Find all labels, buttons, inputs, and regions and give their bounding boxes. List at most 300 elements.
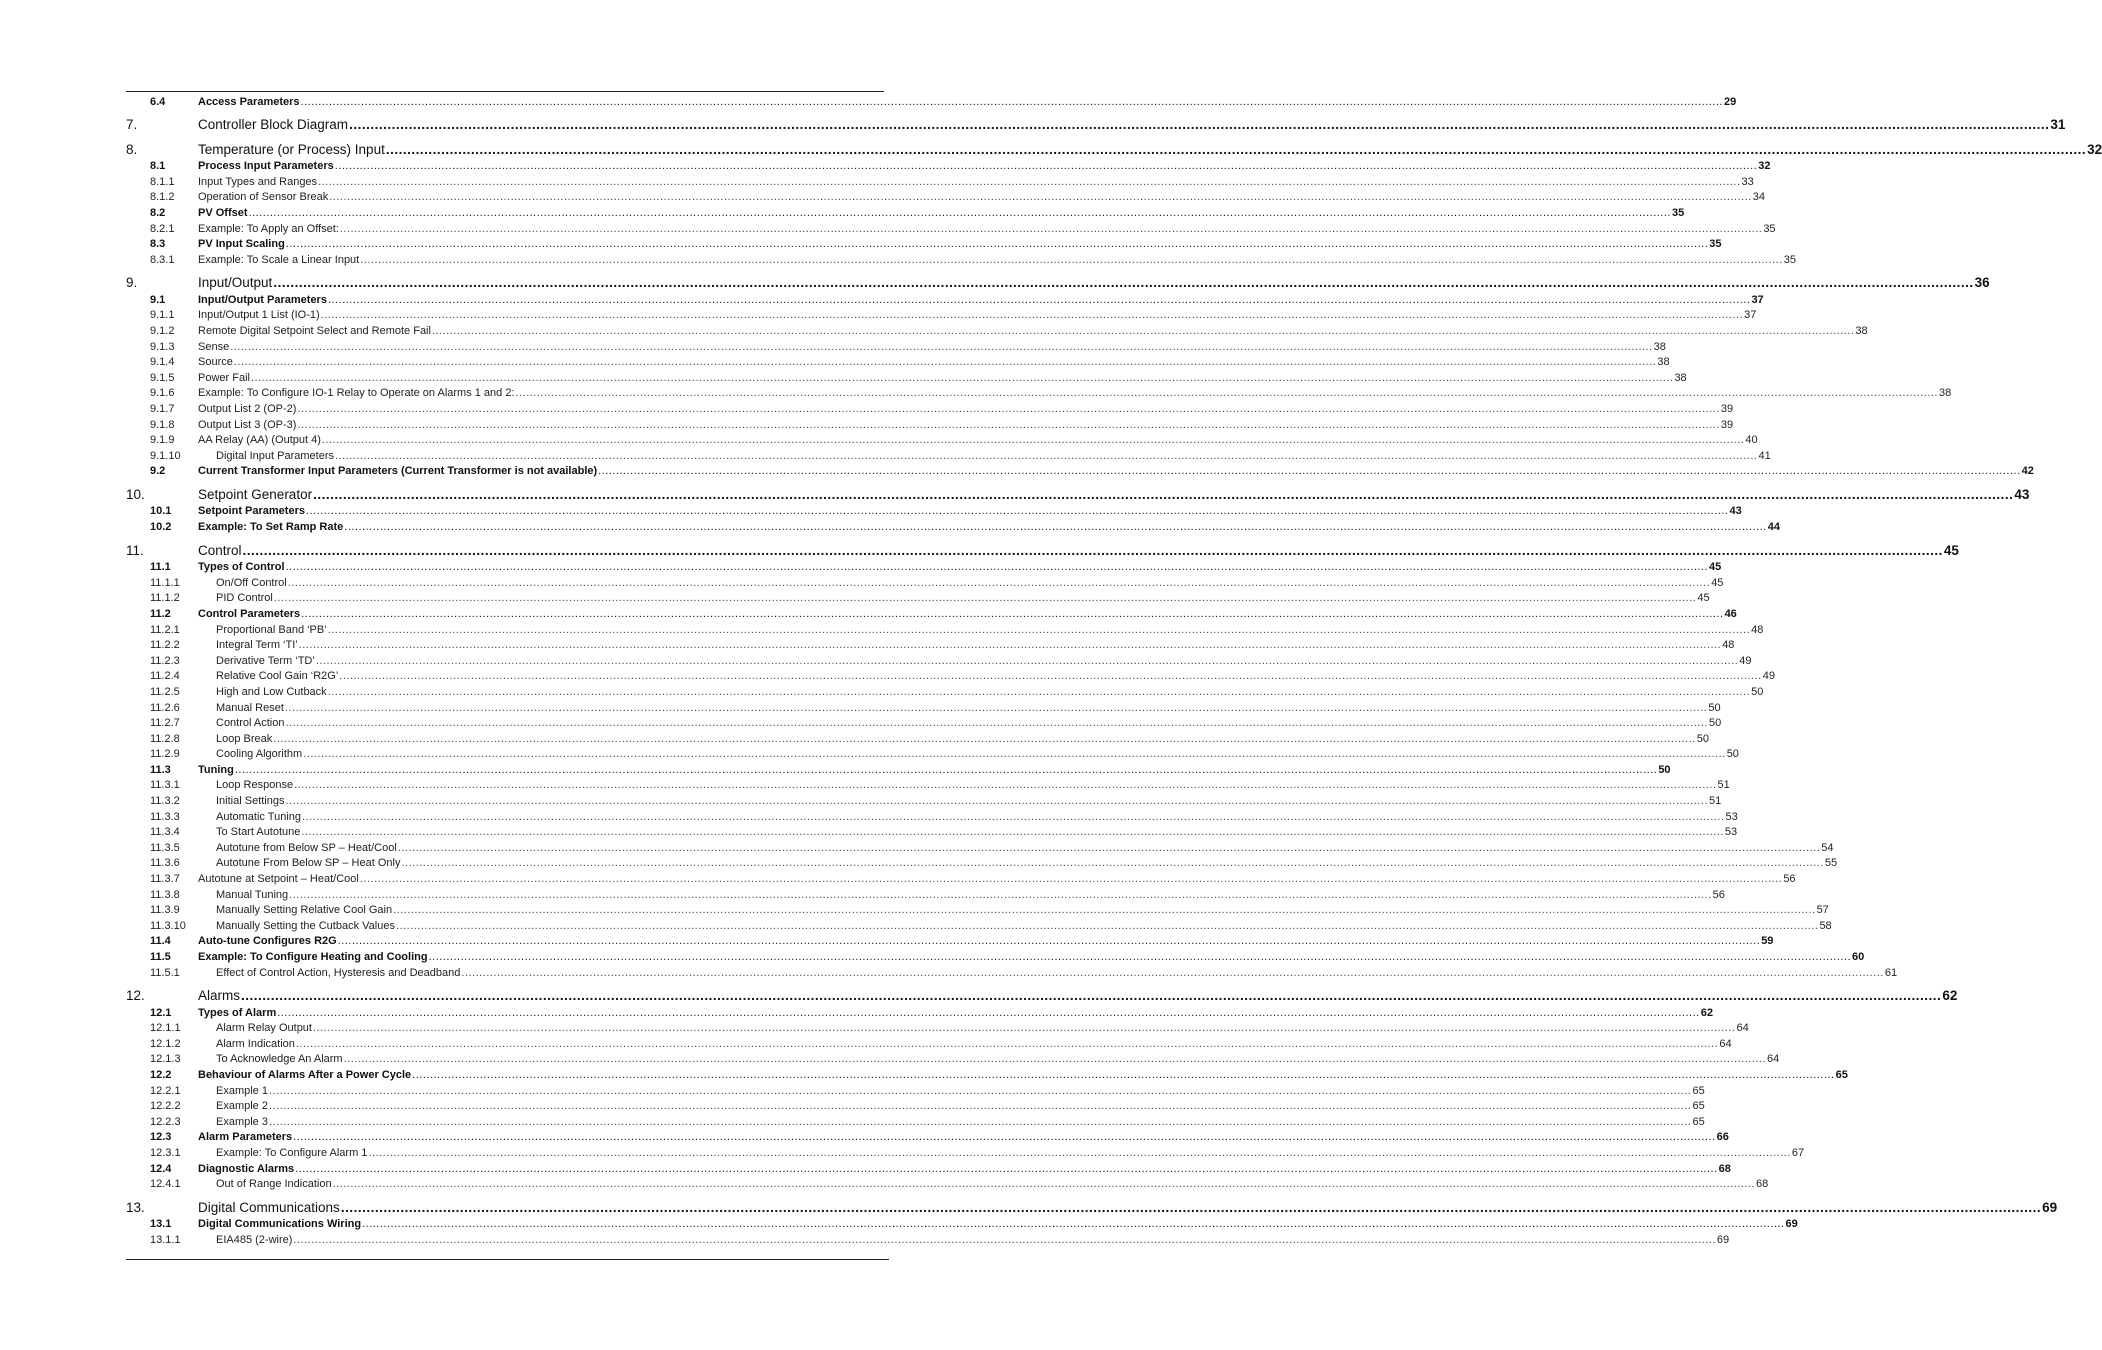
toc-entry-title[interactable]: Example 2: [216, 1100, 268, 1113]
toc-entry-page[interactable]: 45: [1711, 576, 1724, 589]
toc-entry-title[interactable]: Input/Output 1 List (IO-1): [198, 309, 320, 322]
toc-entry-line: [198, 356, 1670, 369]
toc-entry-number: 11.2.2: [150, 639, 180, 652]
toc-entry-number: 12.3: [150, 1131, 172, 1144]
toc-entry-line: [198, 418, 1734, 431]
toc-entry-page[interactable]: 43: [2014, 486, 2030, 502]
toc-entry-page[interactable]: 38: [1653, 340, 1666, 353]
toc-entry-title[interactable]: Example 3: [216, 1115, 268, 1128]
toc-entry-title[interactable]: Alarm Indication: [216, 1037, 295, 1050]
toc-entry-number: 8.3: [150, 238, 166, 251]
toc-entry-title[interactable]: Automatic Tuning: [216, 810, 301, 823]
toc-entry-line: [198, 935, 1774, 948]
toc-entry-line: [198, 542, 1959, 558]
toc-entry[interactable]: [126, 714, 1722, 730]
toc-entry-title[interactable]: Tuning: [198, 763, 234, 776]
toc-entry-number: 9.1.7: [150, 403, 175, 415]
toc-entry-page[interactable]: 59: [1761, 935, 1774, 948]
toc-entry-title[interactable]: Loop Break: [216, 732, 273, 745]
toc-entry-page[interactable]: 54: [1821, 841, 1834, 854]
toc-entry[interactable]: [126, 807, 1738, 823]
toc-entry-page[interactable]: 62: [1700, 1006, 1713, 1019]
toc-entry-line: [216, 654, 1752, 667]
toc-entry-title[interactable]: PV Input Scaling: [198, 238, 285, 251]
toc-entry[interactable]: [126, 698, 1721, 714]
toc-entry[interactable]: [126, 1034, 1732, 1050]
toc-entry[interactable]: [126, 776, 1730, 792]
toc-entry-number: 12.2: [150, 1069, 172, 1082]
toc-entry-title[interactable]: Alarm Relay Output: [216, 1022, 312, 1035]
toc-entry-number: 9.: [126, 275, 138, 291]
toc-entry-line: [198, 465, 2034, 478]
toc-entry-page[interactable]: 50: [1726, 748, 1739, 761]
toc-entry-title[interactable]: Example: To Scale a Linear Input: [198, 253, 360, 266]
toc-entry-page[interactable]: 67: [1791, 1147, 1805, 1160]
toc-entry[interactable]: [126, 337, 1666, 353]
toc-entry-line: [216, 857, 1838, 870]
toc-entry-title[interactable]: Diagnostic Alarms: [198, 1162, 295, 1175]
toc-entry-page[interactable]: 35: [1763, 222, 1776, 235]
toc-entry-title[interactable]: Loop Response: [216, 779, 294, 792]
toc-entry-title[interactable]: Input Types and Ranges: [198, 175, 318, 188]
toc-entry-title[interactable]: Proportional Band ‘PB’: [216, 623, 327, 636]
toc-entry-page[interactable]: 51: [1708, 795, 1722, 808]
toc-entry-page[interactable]: 66: [1716, 1131, 1729, 1144]
toc-entry-title[interactable]: Control Parameters: [198, 607, 301, 620]
dot-leader: ................................................................................................................................................................................................................................................................................................................................................................................................................: [268, 1100, 1692, 1113]
toc-entry-title[interactable]: Manually Setting Relative Cool Gain: [216, 904, 393, 917]
toc-entry-title[interactable]: Alarm Parameters: [198, 1131, 293, 1144]
toc-entry-page[interactable]: 31: [2050, 117, 2066, 133]
bottom-rule: [126, 1259, 889, 1260]
toc-entry-page[interactable]: 56: [1783, 873, 1796, 886]
toc-entry[interactable]: [126, 517, 1780, 534]
toc-entry-title[interactable]: Temperature (or Process) Input: [198, 141, 385, 157]
toc-entry-line: [198, 141, 2102, 157]
toc-entry[interactable]: [126, 446, 1771, 462]
toc-entry[interactable]: [126, 729, 1709, 745]
toc-entry[interactable]: [126, 415, 1734, 431]
toc-entry-title[interactable]: Control Action: [216, 717, 285, 730]
toc-entry[interactable]: [126, 963, 1898, 979]
toc-entry-page[interactable]: 65: [1692, 1115, 1705, 1128]
toc-entry[interactable]: [126, 157, 1771, 173]
toc-entry-title[interactable]: Operation of Sensor Break: [198, 191, 329, 204]
dot-leader: ................................................................................................................................................................................................................................................................................................................................................................................................................: [339, 222, 1763, 235]
toc-entry-title[interactable]: On/Off Control: [216, 576, 287, 589]
toc-entry-number: 11.2.6: [150, 701, 180, 714]
toc-entry[interactable]: [126, 368, 1687, 384]
toc-entry[interactable]: [126, 1159, 1731, 1175]
toc-entry-number: 11.3: [150, 763, 171, 776]
toc-entry-title[interactable]: Integral Term ‘TI’: [216, 639, 298, 652]
toc-entry-line: [216, 841, 1834, 854]
toc-entry-title[interactable]: Example 1: [216, 1084, 268, 1097]
toc-entry[interactable]: [126, 108, 2066, 133]
toc-entry-title[interactable]: Initial Settings: [216, 795, 285, 808]
dot-leader: ................................................................................................................................................................................................................................................................................................................................................................................................................: [515, 387, 1938, 400]
dot-leader: ................................................................................................................................................................................................................................................................................................................................................................................................................: [268, 1115, 1692, 1128]
toc-entry-title[interactable]: To Acknowledge An Alarm: [216, 1053, 343, 1066]
toc-entry-line: [198, 325, 1868, 338]
toc-entry[interactable]: [126, 92, 1737, 108]
toc-entry-title[interactable]: Digital Input Parameters: [216, 449, 334, 462]
toc-entry[interactable]: [126, 791, 1722, 808]
toc-entry-line: [216, 779, 1730, 792]
toc-entry-page[interactable]: 50: [1696, 732, 1709, 745]
dot-leader: ................................................................................................................................................................................................................................................................................................................................................................................................................: [368, 1147, 1791, 1160]
toc-entry-line: [198, 1006, 1713, 1019]
toc-entry-line: [198, 340, 1666, 353]
toc-entry-title[interactable]: Types of Control: [198, 561, 285, 574]
toc-entry-title[interactable]: PV Offset: [198, 206, 248, 219]
toc-entry[interactable]: [126, 1081, 1705, 1097]
toc-entry-page[interactable]: 35: [1783, 253, 1796, 266]
toc-entry[interactable]: [126, 1019, 1749, 1035]
dot-leader: ................................................................................................................................................................................................................................................................................................................................................................................................................: [428, 951, 1852, 963]
toc-entry-page[interactable]: 33: [1741, 175, 1754, 188]
dot-leader: ................................................................................................................................................................................................................................................................................................................................................................................................................: [318, 175, 1741, 188]
toc-entry-page[interactable]: 50: [1708, 701, 1721, 714]
toc-entry-line: [216, 639, 1735, 652]
dot-leader: ................................................................................................................................................................................................................................................................................................................................................................................................................: [298, 639, 1722, 652]
toc-entry-title[interactable]: Alarms: [198, 988, 241, 1004]
toc-entry-title[interactable]: Derivative Term ‘TD’: [216, 654, 315, 667]
toc-entry-line: [198, 387, 1952, 400]
toc-entry[interactable]: [126, 1190, 2058, 1215]
toc-entry-title[interactable]: Process Input Parameters: [198, 160, 334, 173]
toc-entry-title[interactable]: Remote Digital Setpoint Select and Remote Fail: [198, 325, 431, 338]
toc-entry-title[interactable]: Digital Communications Wiring: [198, 1218, 362, 1231]
toc-entry-line: [216, 449, 1771, 462]
toc-entry-line: [216, 919, 1832, 932]
dot-leader: ................................................................................................................................................................................................................................................................................................................................................................................................................: [287, 576, 1711, 589]
toc-entry[interactable]: [126, 431, 1758, 447]
dot-leader: ................................................................................................................................................................................................................................................................................................................................................................................................................: [335, 449, 1758, 462]
toc-entry-title[interactable]: Output List 3 (OP-3): [198, 418, 297, 431]
dot-leader: ................................................................................................................................................................................................................................................................................................................................................................................................................: [359, 873, 1783, 886]
dot-leader: ................................................................................................................................................................................................................................................................................................................................................................................................................: [393, 904, 1816, 917]
toc-entry-page[interactable]: 51: [1717, 779, 1730, 792]
toc-entry-line: [216, 701, 1721, 714]
toc-entry-page[interactable]: 39: [1720, 418, 1734, 431]
toc-entry-title[interactable]: Example: To Configure IO-1 Relay to Operate on Alarms 1 and 2:: [198, 387, 515, 400]
toc-entry-title[interactable]: Relative Cool Gain ‘R2G’: [216, 670, 339, 683]
dot-leader: ................................................................................................................................................................................................................................................................................................................................................................................................................: [297, 403, 1720, 415]
dot-leader: ................................................................................................................................................................................................................................................................................................................................................................................................................: [300, 95, 1723, 108]
toc-entry-page[interactable]: 29: [1724, 95, 1737, 108]
toc-entry[interactable]: [126, 932, 1774, 948]
toc-entry[interactable]: [126, 203, 1685, 219]
toc-entry-page[interactable]: 44: [1767, 521, 1780, 534]
toc-entry[interactable]: [126, 667, 1775, 683]
toc-entry[interactable]: [126, 219, 1776, 235]
dot-leader: ................................................................................................................................................................................................................................................................................................................................................................................................................: [337, 935, 1761, 948]
toc-entry-number: 11.1: [150, 561, 171, 574]
dot-leader: ................................................................................................................................................................................................................................................................................................................................................................................................................: [401, 857, 1824, 870]
dot-leader: ................................................................................................................................................................................................................................................................................................................................................................................................................: [273, 732, 1696, 745]
toc-entry-page[interactable]: 68: [1756, 1178, 1769, 1191]
dot-leader: ................................................................................................................................................................................................................................................................................................................................................................................................................: [293, 1233, 1716, 1246]
dot-leader: ................................................................................................................................................................................................................................................................................................................................................................................................................: [284, 701, 1708, 714]
toc-entry[interactable]: [126, 760, 1671, 776]
toc-entry-page[interactable]: 43: [1729, 505, 1742, 518]
toc-entry-title[interactable]: Example: To Configure Alarm 1: [216, 1147, 368, 1160]
toc-entry-line: [216, 904, 1829, 917]
toc-entry-title[interactable]: Example: To Set Ramp Rate: [198, 521, 344, 534]
toc-entry-title[interactable]: Output List 2 (OP-2): [198, 403, 297, 415]
toc-entry[interactable]: [126, 1050, 1780, 1066]
toc-entry[interactable]: [126, 533, 1959, 558]
toc-entry-number: 9.1: [150, 293, 166, 306]
toc-entry-title[interactable]: High and Low Cutback: [216, 685, 327, 698]
toc-entry[interactable]: [126, 321, 1868, 338]
toc-entry-title[interactable]: Setpoint Generator: [198, 486, 313, 502]
toc-entry[interactable]: [126, 916, 1832, 932]
dot-leader: ................................................................................................................................................................................................................................................................................................................................................................................................................: [431, 325, 1855, 338]
toc-entry-page[interactable]: 50: [1658, 763, 1671, 776]
toc-entry-page[interactable]: 65: [1692, 1100, 1705, 1113]
toc-entry-line: [216, 1100, 1705, 1113]
toc-entry-line: [198, 371, 1687, 384]
toc-entry-page[interactable]: 65: [1692, 1084, 1705, 1097]
toc-entry[interactable]: [126, 573, 1724, 589]
toc-entry-page[interactable]: 39: [1720, 403, 1734, 415]
toc-entry-line: [198, 1069, 1848, 1082]
toc-entry[interactable]: [126, 477, 2030, 502]
toc-entry-number: 11.3.1: [150, 779, 180, 792]
toc-entry-page[interactable]: 56: [1712, 888, 1725, 901]
toc-entry-number: 9.2: [150, 465, 166, 478]
toc-entry-page[interactable]: 37: [1751, 293, 1764, 306]
toc-entry-title[interactable]: Cooling Algorithm: [216, 748, 303, 761]
toc-entry-page[interactable]: 42: [2021, 465, 2034, 478]
toc-entry-page[interactable]: 61: [1884, 966, 1898, 979]
toc-entry[interactable]: [126, 188, 1765, 204]
toc-entry[interactable]: [126, 620, 1764, 636]
toc-entry-number: 11.4: [150, 935, 171, 948]
toc-entry-title[interactable]: Example: To Apply an Offset:: [198, 222, 339, 235]
toc-entry-title[interactable]: AA Relay (AA) (Output 4): [198, 434, 321, 447]
toc-entry-line: [198, 763, 1671, 776]
dot-leader: ................................................................................................................................................................................................................................................................................................................................................................................................................: [461, 966, 1884, 979]
toc-entry-page[interactable]: 49: [1762, 670, 1775, 683]
dot-leader: ................................................................................................................................................................................................................................................................................................................................................................................................................: [230, 340, 1653, 353]
toc-entry-title[interactable]: Manual Tuning: [216, 888, 289, 901]
toc-entry[interactable]: [126, 979, 1958, 1004]
toc-entry[interactable]: [126, 823, 1738, 839]
toc-entry-number: 11.2.9: [150, 748, 180, 761]
toc-entry[interactable]: [126, 250, 1796, 266]
toc-entry[interactable]: [126, 1215, 1798, 1231]
dot-leader: ................................................................................................................................................................................................................................................................................................................................................................................................................: [327, 685, 1751, 698]
toc-entry-number: 11.: [126, 542, 144, 558]
dot-leader: ................................................................................................................................................................................................................................................................................................................................................................................................................: [268, 1084, 1692, 1097]
toc-entry-page[interactable]: 57: [1816, 904, 1829, 917]
toc-entry-page[interactable]: 32: [1758, 160, 1771, 173]
toc-entry-title[interactable]: Types of Alarm: [198, 1006, 277, 1019]
toc-entry-title[interactable]: Out of Range Indication: [216, 1178, 332, 1191]
toc-entry[interactable]: [126, 558, 1722, 574]
toc-entry[interactable]: [126, 132, 2102, 157]
toc-entry-page[interactable]: 38: [1657, 356, 1670, 369]
toc-entry[interactable]: [126, 266, 1990, 291]
toc-entry[interactable]: [126, 854, 1838, 870]
toc-entry[interactable]: [126, 885, 1725, 901]
toc-entry[interactable]: [126, 1230, 1730, 1246]
toc-entry-page[interactable]: 64: [1736, 1022, 1749, 1035]
dot-leader: ................................................................................................................................................................................................................................................................................................................................................................................................................: [327, 293, 1751, 306]
toc-entry-page[interactable]: 65: [1835, 1069, 1848, 1082]
toc-entry-title[interactable]: Behaviour of Alarms After a Power Cycle: [198, 1069, 412, 1082]
toc-entry[interactable]: [126, 172, 1754, 188]
toc-entry-line: [198, 561, 1722, 574]
toc-entry[interactable]: [126, 745, 1739, 761]
toc-entry[interactable]: [126, 235, 1722, 251]
toc-entry-page[interactable]: 37: [1744, 309, 1757, 322]
toc-entry[interactable]: [126, 947, 1865, 963]
toc-entry[interactable]: [126, 651, 1752, 667]
toc-entry[interactable]: [126, 636, 1735, 652]
toc-entry-line: [198, 222, 1776, 235]
toc-entry-page[interactable]: 58: [1819, 919, 1832, 932]
dot-leader: ................................................................................................................................................................................................................................................................................................................................................................................................................: [343, 1053, 1767, 1066]
toc-entry[interactable]: [126, 353, 1670, 369]
toc-entry[interactable]: [126, 384, 1952, 400]
toc-entry-title[interactable]: Sense: [198, 340, 230, 353]
dot-leader: ................................................................................................................................................................................................................................................................................................................................................................................................................: [289, 888, 1712, 901]
toc-entry-title[interactable]: Current Transformer Input Parameters (Current Transformer is not available): [198, 465, 598, 478]
toc-entry-title[interactable]: Manually Setting the Cutback Values: [216, 919, 395, 932]
toc-entry-title[interactable]: Autotune from Below SP – Heat/Cool: [216, 841, 397, 854]
toc-entry[interactable]: [126, 1112, 1705, 1128]
toc-entry[interactable]: [126, 462, 2034, 478]
toc-entry-page[interactable]: 35: [1671, 206, 1685, 219]
toc-entry-page[interactable]: 69: [1716, 1233, 1730, 1246]
toc-entry-number: 11.3.8: [150, 888, 180, 901]
toc-entry-number: 8.2.1: [150, 222, 175, 235]
toc-entry-title[interactable]: Autotune From Below SP – Heat Only: [216, 857, 401, 870]
toc-entry-title[interactable]: Control: [198, 542, 242, 558]
toc-entry[interactable]: [126, 838, 1834, 854]
toc-entry-page[interactable]: 45: [1697, 592, 1710, 605]
toc-entry-page[interactable]: 48: [1751, 623, 1764, 636]
toc-entry[interactable]: [126, 604, 1737, 620]
toc-entry-title[interactable]: EIA485 (2-wire): [216, 1233, 293, 1246]
toc-entry-number: 12.1.1: [150, 1022, 181, 1035]
toc-entry-page[interactable]: 62: [1942, 988, 1958, 1004]
toc-entry-title[interactable]: Digital Communications: [198, 1199, 340, 1215]
toc-entry[interactable]: [126, 869, 1796, 886]
toc-entry-title[interactable]: Autotune at Setpoint – Heat/Cool: [198, 873, 359, 886]
toc-entry-page[interactable]: 68: [1718, 1162, 1731, 1175]
toc-entry-page[interactable]: 45: [1709, 561, 1722, 574]
toc-entry-number: 9.1.5: [150, 371, 175, 384]
toc-entry-page[interactable]: 36: [1974, 275, 1990, 291]
dot-leader: ................................................................................................................................................................................................................................................................................................................................................................................................................: [412, 1069, 1835, 1082]
toc-entry-number: 8.1.2: [150, 191, 175, 204]
toc-entry-page[interactable]: 38: [1855, 325, 1868, 338]
toc-entry-page[interactable]: 60: [1852, 951, 1865, 963]
toc-entry[interactable]: [126, 399, 1734, 415]
toc-entry-title[interactable]: Setpoint Parameters: [198, 505, 305, 518]
toc-entry-title[interactable]: Auto-tune Configures R2G: [198, 935, 337, 948]
toc-entry-number: 13.1.1: [150, 1233, 181, 1246]
toc-entry[interactable]: [126, 1097, 1705, 1113]
toc-entry-line: [198, 206, 1685, 219]
toc-entry[interactable]: [126, 502, 1742, 518]
dot-leader: ................................................................................................................................................................................................................................................................................................................................................................................................................: [340, 1199, 2042, 1215]
table-of-contents: [126, 92, 2102, 1246]
toc-entry-line: [216, 1178, 1769, 1191]
dot-leader: ................................................................................................................................................................................................................................................................................................................................................................................................................: [241, 988, 1942, 1004]
toc-entry-line: [216, 1037, 1732, 1050]
toc-entry-page[interactable]: 50: [1751, 685, 1764, 698]
toc-entry-title[interactable]: Effect of Control Action, Hysteresis and Deadband: [216, 966, 461, 979]
toc-entry-page[interactable]: 64: [1767, 1053, 1780, 1066]
toc-entry-line: [198, 505, 1742, 518]
toc-entry-page[interactable]: 49: [1739, 654, 1752, 667]
toc-entry-page[interactable]: 50: [1708, 717, 1722, 730]
toc-entry[interactable]: [126, 901, 1829, 917]
toc-entry[interactable]: [126, 1065, 1848, 1082]
toc-entry-line: [216, 795, 1722, 808]
toc-entry[interactable]: [126, 306, 1757, 322]
toc-entry-title[interactable]: To Start Autotune: [216, 826, 301, 839]
toc-entry-line: [198, 1199, 2058, 1215]
toc-entry-page[interactable]: 53: [1724, 826, 1738, 839]
toc-entry-title[interactable]: Power Fail: [198, 371, 250, 384]
toc-entry-number: 11.5: [150, 951, 171, 963]
toc-entry-page[interactable]: 35: [1709, 238, 1722, 251]
toc-entry-line: [216, 670, 1775, 683]
toc-entry[interactable]: [126, 1175, 1769, 1191]
toc-entry-page[interactable]: 38: [1674, 371, 1687, 384]
toc-entry-page[interactable]: 69: [2042, 1199, 2058, 1215]
toc-entry-page[interactable]: 32: [2087, 141, 2102, 157]
toc-entry-page[interactable]: 38: [1939, 387, 1952, 400]
toc-entry[interactable]: [126, 1128, 1729, 1144]
toc-entry[interactable]: [126, 589, 1710, 605]
dot-leader: ................................................................................................................................................................................................................................................................................................................................................................................................................: [250, 371, 1674, 384]
toc-entry-page[interactable]: 41: [1758, 449, 1771, 462]
toc-entry-title[interactable]: Input/Output Parameters: [198, 293, 327, 306]
toc-entry-page[interactable]: 69: [1785, 1218, 1798, 1231]
toc-entry-page[interactable]: 48: [1722, 639, 1735, 652]
toc-entry[interactable]: [126, 1143, 1805, 1160]
toc-entry-number: 13.: [126, 1199, 145, 1215]
toc-entry-title[interactable]: Example: To Configure Heating and Cooling: [198, 951, 428, 963]
toc-entry-title[interactable]: Access Parameters: [198, 95, 300, 108]
toc-entry-title[interactable]: PID Control: [216, 592, 273, 605]
toc-entry-page[interactable]: 55: [1824, 857, 1838, 870]
toc-entry-number: 12.2.3: [150, 1115, 181, 1128]
toc-entry-page[interactable]: 45: [1943, 542, 1959, 558]
toc-entry[interactable]: [126, 1003, 1713, 1019]
toc-entry-page[interactable]: 53: [1725, 810, 1738, 823]
toc-entry-page[interactable]: 40: [1745, 434, 1758, 447]
toc-entry-page[interactable]: 34: [1752, 191, 1765, 204]
toc-entry-title[interactable]: Source: [198, 356, 233, 369]
toc-entry-page[interactable]: 64: [1719, 1037, 1732, 1050]
toc-entry-title[interactable]: Input/Output: [198, 275, 273, 291]
toc-entry-title[interactable]: Controller Block Diagram: [198, 117, 349, 133]
toc-entry[interactable]: [126, 682, 1764, 698]
toc-entry[interactable]: [126, 290, 1764, 306]
toc-entry-title[interactable]: Manual Reset: [216, 701, 284, 714]
toc-entry-page[interactable]: 46: [1724, 607, 1737, 620]
dot-leader: ................................................................................................................................................................................................................................................................................................................................................................................................................: [320, 309, 1744, 322]
